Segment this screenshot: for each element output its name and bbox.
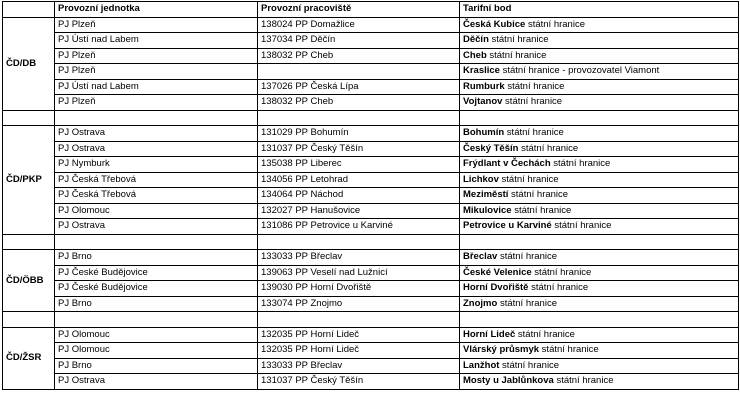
carrier-cell: ČD/PKP bbox=[3, 126, 55, 235]
tariff-point-suffix: státní hranice bbox=[539, 344, 599, 356]
tariff-point-cell bbox=[460, 250, 739, 266]
workplace-cell: 131037 PP Český Těšín bbox=[258, 374, 460, 390]
tariff-point-suffix: státní hranice bbox=[508, 189, 569, 201]
carrier-cell: ČD/DB bbox=[3, 17, 55, 110]
tariff-point-cell bbox=[460, 17, 739, 33]
carrier-cell: ČD/ÖBB bbox=[3, 250, 55, 312]
workplace-cell: 132027 PP Hanušovice bbox=[258, 203, 460, 219]
table-row bbox=[3, 172, 739, 188]
tariff-point-suffix: státní hranice bbox=[488, 34, 549, 46]
tariff-point-cell bbox=[460, 33, 739, 49]
unit-cell: PJ Plzeň bbox=[55, 64, 258, 80]
tariff-point-name: Lanžhot bbox=[463, 359, 500, 371]
workplace-cell: 133074 PP Znojmo bbox=[258, 296, 460, 312]
workplace-cell: 134064 PP Náchod bbox=[258, 188, 460, 204]
empty-cell bbox=[460, 234, 739, 250]
unit-cell: PJ Ostrava bbox=[55, 374, 258, 390]
tariff-point-cell bbox=[460, 141, 739, 157]
tariff-point-cell bbox=[460, 374, 739, 390]
tariff-point-cell bbox=[460, 172, 739, 188]
workplace-cell: 132035 PP Horní Lideč bbox=[258, 327, 460, 343]
tariff-point-name: Horní Lideč bbox=[463, 328, 516, 340]
tariff-point-suffix: státní hranice bbox=[497, 251, 558, 263]
empty-cell bbox=[55, 312, 258, 328]
table-row bbox=[3, 79, 739, 95]
tariff-point-name: Mikulovice bbox=[463, 204, 512, 216]
tariff-point-cell bbox=[460, 219, 739, 235]
tariff-point-suffix: státní hranice bbox=[551, 220, 612, 232]
tariff-point-name: Mosty u Jablůnkova bbox=[463, 375, 554, 387]
tariff-point-suffix: státní hranice bbox=[497, 297, 557, 309]
workplace-cell: 133033 PP Břeclav bbox=[258, 250, 460, 266]
table-row bbox=[3, 374, 739, 390]
table-row bbox=[3, 296, 739, 312]
table-row bbox=[3, 141, 739, 157]
tariff-point-suffix: státní hranice bbox=[504, 127, 564, 139]
workplace-cell: 139030 PP Horní Dvořiště bbox=[258, 281, 460, 297]
carrier-cell: ČD/ŽSR bbox=[3, 327, 55, 389]
unit-cell: PJ Ostrava bbox=[55, 219, 258, 235]
empty-cell bbox=[55, 110, 258, 126]
empty-cell bbox=[258, 312, 460, 328]
tariff-point-suffix: státní hranice bbox=[550, 158, 611, 170]
tariff-point-suffix: státní hranice bbox=[486, 49, 547, 61]
table-row bbox=[3, 188, 739, 204]
tariff-point-cell bbox=[460, 79, 739, 95]
workplace-cell: 134056 PP Letohrad bbox=[258, 172, 460, 188]
tariff-point-name: Český Těšín bbox=[463, 142, 519, 154]
tariff-point-suffix: státní hranice bbox=[515, 328, 575, 340]
empty-cell bbox=[460, 312, 739, 328]
tariff-point-name: Vojtanov bbox=[463, 96, 503, 108]
unit-cell: PJ Ústí nad Labem bbox=[55, 33, 258, 49]
unit-cell: PJ Plzeň bbox=[55, 95, 258, 111]
workplace-cell: 138024 PP Domažlice bbox=[258, 17, 460, 33]
workplace-cell bbox=[258, 64, 460, 80]
tariff-point-name: Cheb bbox=[463, 49, 487, 61]
unit-cell: PJ České Budějovice bbox=[55, 265, 258, 281]
table-row bbox=[3, 126, 739, 142]
table-row bbox=[3, 95, 739, 111]
table-row bbox=[3, 219, 739, 235]
unit-cell: PJ Olomouc bbox=[55, 203, 258, 219]
empty-cell bbox=[3, 234, 55, 250]
tariff-point-name: Kraslice bbox=[463, 65, 500, 77]
table-row bbox=[3, 343, 739, 359]
unit-cell: PJ Olomouc bbox=[55, 343, 258, 359]
unit-cell: PJ České Budějovice bbox=[55, 281, 258, 297]
tariff-point-suffix: státní hranice bbox=[525, 18, 585, 30]
unit-cell: PJ Brno bbox=[55, 250, 258, 266]
tariff-point-suffix: státní hranice bbox=[518, 142, 579, 154]
tariff-point-name: Česká Kubice bbox=[463, 18, 526, 30]
unit-cell: PJ Česká Třebová bbox=[55, 172, 258, 188]
tariff-point-cell bbox=[460, 327, 739, 343]
tariff-point-cell bbox=[460, 95, 739, 111]
workplace-cell: 139063 PP Veselí nad Lužnicí bbox=[258, 265, 460, 281]
unit-cell: PJ Ústí nad Labem bbox=[55, 79, 258, 95]
header-unit: Provozní jednotka bbox=[55, 2, 258, 18]
header-row bbox=[3, 2, 739, 18]
tariff-point-suffix: státní hranice bbox=[511, 204, 572, 216]
border-points-table bbox=[2, 1, 739, 390]
unit-cell: PJ Česká Třebová bbox=[55, 188, 258, 204]
tariff-point-cell bbox=[460, 343, 739, 359]
table-row bbox=[3, 33, 739, 49]
tariff-point-suffix: státní hranice bbox=[502, 96, 563, 108]
tariff-point-name: Vlárský průsmyk bbox=[463, 344, 540, 356]
tariff-point-name: Lichkov bbox=[463, 173, 499, 185]
tariff-point-cell bbox=[460, 265, 739, 281]
workplace-cell: 132035 PP Horní Lideč bbox=[258, 343, 460, 359]
workplace-cell: 135038 PP Liberec bbox=[258, 157, 460, 173]
empty-cell bbox=[258, 234, 460, 250]
tariff-point-suffix: státní hranice bbox=[553, 375, 614, 387]
tariff-point-name: Břeclav bbox=[463, 251, 498, 263]
tariff-point-suffix: státní hranice bbox=[499, 359, 560, 371]
tariff-point-name: Meziměstí bbox=[463, 189, 509, 201]
header-workplace: Provozní pracoviště bbox=[258, 2, 460, 18]
unit-cell: PJ Brno bbox=[55, 358, 258, 374]
table-row bbox=[3, 157, 739, 173]
tariff-point-cell bbox=[460, 203, 739, 219]
unit-cell: PJ Ostrava bbox=[55, 126, 258, 142]
tariff-point-suffix: státní hranice - provozovatel Viamont bbox=[499, 65, 660, 77]
tariff-point-suffix: státní hranice bbox=[498, 173, 559, 185]
workplace-cell: 137034 PP Děčín bbox=[258, 33, 460, 49]
workplace-cell: 138032 PP Cheb bbox=[258, 48, 460, 64]
tariff-point-cell bbox=[460, 48, 739, 64]
table-row bbox=[3, 203, 739, 219]
tariff-point-suffix: státní hranice bbox=[504, 80, 565, 92]
unit-cell: PJ Olomouc bbox=[55, 327, 258, 343]
tariff-point-name: České Velenice bbox=[463, 266, 532, 278]
tariff-point-cell bbox=[460, 281, 739, 297]
tariff-point-cell bbox=[460, 296, 739, 312]
tariff-point-name: Horní Dvořiště bbox=[463, 282, 529, 294]
empty-cell bbox=[258, 110, 460, 126]
tariff-point-suffix: státní hranice bbox=[531, 266, 592, 278]
empty-cell bbox=[3, 110, 55, 126]
tariff-point-name: Petrovice u Karviné bbox=[463, 220, 552, 232]
table-row bbox=[3, 64, 739, 80]
header-tariff-point: Tarifní bod bbox=[460, 2, 739, 18]
tariff-point-cell bbox=[460, 188, 739, 204]
empty-cell bbox=[55, 234, 258, 250]
empty-cell bbox=[3, 312, 55, 328]
tariff-point-cell bbox=[460, 157, 739, 173]
tariff-point-name: Frýdlant v Čechách bbox=[463, 158, 551, 170]
unit-cell: PJ Brno bbox=[55, 296, 258, 312]
workplace-cell: 133033 PP Břeclav bbox=[258, 358, 460, 374]
table-row bbox=[3, 48, 739, 64]
empty-cell bbox=[460, 110, 739, 126]
tariff-point-name: Rumburk bbox=[463, 80, 505, 92]
workplace-cell: 137026 PP Česká Lípa bbox=[258, 79, 460, 95]
tariff-point-cell bbox=[460, 358, 739, 374]
workplace-cell: 131037 PP Český Těšín bbox=[258, 141, 460, 157]
table-row bbox=[3, 265, 739, 281]
unit-cell: PJ Plzeň bbox=[55, 17, 258, 33]
tariff-point-cell bbox=[460, 64, 739, 80]
tariff-point-cell bbox=[460, 126, 739, 142]
tariff-point-suffix: státní hranice bbox=[528, 282, 589, 294]
spacer-row bbox=[3, 312, 739, 328]
table-row bbox=[3, 281, 739, 297]
spacer-row bbox=[3, 110, 739, 126]
tariff-point-name: Znojmo bbox=[463, 297, 498, 309]
tariff-point-name: Bohumín bbox=[463, 127, 505, 139]
table-body bbox=[3, 17, 739, 389]
workplace-cell: 131086 PP Petrovice u Karviné bbox=[258, 219, 460, 235]
table-row bbox=[3, 327, 739, 343]
table-row bbox=[3, 358, 739, 374]
workplace-cell: 131029 PP Bohumín bbox=[258, 126, 460, 142]
tariff-point-name: Děčín bbox=[463, 34, 489, 46]
spacer-row bbox=[3, 234, 739, 250]
unit-cell: PJ Plzeň bbox=[55, 48, 258, 64]
header-carrier bbox=[3, 2, 55, 18]
unit-cell: PJ Ostrava bbox=[55, 141, 258, 157]
table-row bbox=[3, 250, 739, 266]
table-row bbox=[3, 17, 739, 33]
workplace-cell: 138032 PP Cheb bbox=[258, 95, 460, 111]
unit-cell: PJ Nymburk bbox=[55, 157, 258, 173]
